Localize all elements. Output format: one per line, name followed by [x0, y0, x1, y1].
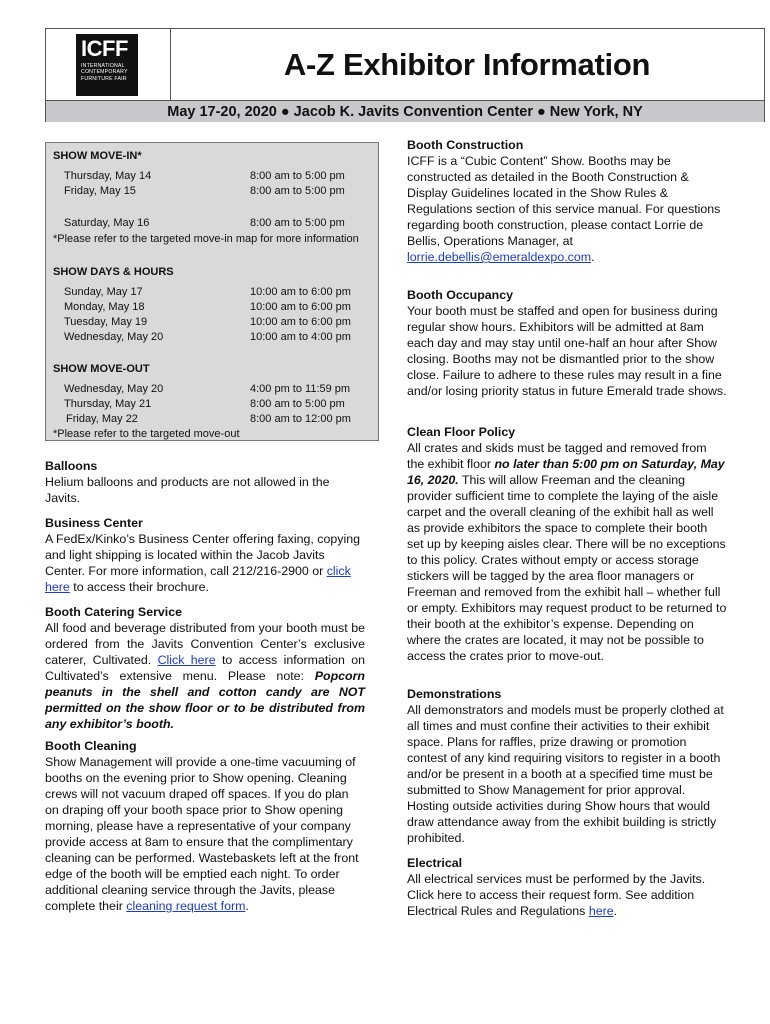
text-run: All electrical services must be performed by the Javits. Click here to access their request form. See addition Electrical Rules and Regulations [407, 872, 706, 918]
schedule-row [46, 398, 378, 413]
schedule-time: 4:00 pm to 11:59 pm [250, 383, 351, 395]
section-heading: Booth Catering Service [45, 605, 183, 619]
show-days-heading: SHOW DAYS & HOURS [53, 266, 174, 278]
section-heading: Demonstrations [407, 687, 502, 701]
logo-subtitle [81, 63, 128, 82]
schedule-box [45, 142, 379, 441]
schedule-row [46, 286, 378, 301]
schedule-time: 8:00 am to 5:00 pm [250, 170, 345, 182]
schedule-time: 8:00 am to 5:00 pm [250, 185, 345, 197]
brochure-link[interactable]: click here [45, 564, 351, 594]
balloons-section [45, 458, 365, 506]
logo-sub-line: INTERNATIONAL [81, 63, 125, 69]
text-run: to access their brochure. [69, 580, 209, 594]
section-text [407, 153, 727, 265]
clean-floor-section [407, 424, 727, 664]
schedule-time: 10:00 am to 6:00 pm [250, 301, 351, 313]
schedule-day: Wednesday, May 20 [64, 383, 164, 395]
schedule-time: 8:00 am to 12:00 pm [250, 413, 351, 425]
section-text [407, 871, 727, 919]
business-center-section [45, 515, 365, 595]
electrical-section [407, 855, 727, 919]
logo-cell [46, 29, 171, 100]
text-run: . [591, 250, 595, 264]
text-run: All food and beverage distributed from your booth must be ordered from the Javits Convention Center’s exclusive caterer, Cultivated. [45, 621, 365, 667]
section-heading: Booth Occupancy [407, 288, 514, 302]
schedule-time: 10:00 am to 6:00 pm [250, 286, 351, 298]
text-run: Show Management will provide a one-time vacuuming of booths on the evening prior to Show opening. Cleaning crews will not vacuum draped off spaces. If you do plan on draping off your booth space prior to Show opening morning, please have a representative of your company provide access at 8am to ensure that the complimentary cleaning can be performed. Wastebaskets left at the front edge of the booth will be emptied each night. To order additional cleaning service through the Javits, please complete their [45, 755, 359, 913]
section-text: Your booth must be staffed and open for business during regular show hours. Exhibitors will be admitted at 8am each day and may stay until one-half an hour after Show closing. Booths may not be dismantled prior to the show close. Failure to adhere to these rules may result in a fine and/or losing priority status in future Emerald trade shows. [407, 304, 727, 398]
cleaning-request-link[interactable]: cleaning request form [126, 899, 246, 913]
text-run: . [613, 904, 618, 918]
icff-logo [76, 34, 138, 96]
cleaning-section [45, 738, 365, 914]
section-text: All demonstrators and models must be properly clothed at all times and must confine their activities to their exhibit space. Plans for raffles, prize drawing or promotion contest of any kind requiring visitors to register in a booth and/or be present in a booth at a specified time must be submitted to Show Management for prior approval. Hosting outside activities during Show hours that would draw attendance away from the exhibit building is strictly prohibited. [407, 703, 724, 845]
email-link[interactable]: lorrie.debellis@emeraldexpo.com [407, 250, 592, 264]
page-title: A-Z Exhibitor Information [283, 46, 651, 82]
schedule-time: 8:00 am to 5:00 pm [250, 217, 345, 229]
demonstrations-section [407, 686, 727, 846]
section-text: Helium balloons and products are not allowed in the Javits. [45, 475, 330, 505]
schedule-time: 8:00 am to 5:00 pm [250, 398, 345, 410]
catering-section [45, 604, 365, 732]
text-run: ICFF is a “Cubic Content” Show. Booths may be constructed as detailed in the Booth Construction & Display Guidelines located in the Show Rules & Regulations section of this service manual. For questions regarding booth construction, please contact Lorrie de Bellis, Operations Manager, at [407, 154, 721, 248]
schedule-day: Saturday, May 16 [64, 217, 150, 229]
schedule-day: Friday, May 22 [66, 413, 138, 425]
section-heading: Electrical [407, 856, 463, 870]
schedule-day: Tuesday, May 19 [64, 316, 148, 328]
electrical-rules-link[interactable]: here [588, 904, 614, 918]
schedule-row [46, 217, 378, 232]
text-run: This will allow Freeman and the cleaning provider sufficient time to complete the laying of the aisle carpet and the overall cleaning of the exhibit hall as well as provide exhibitors the space to complete their booth set up by keeping aisles clear. There will be no exceptions to this policy. Crates without empty or access storage stickers will be tagged by the area floor managers or Freeman and removed from the exhibit hall – whether full or empty. Exhibitors may request product to be returned to their booth at the exhibitor’s expense. Depending on where the crates are located, it may not be possible to access the crates prior to move-out. [407, 473, 727, 663]
schedule-time: 10:00 am to 4:00 pm [250, 331, 351, 343]
logo-sub-line: FURNITURE FAIR [81, 75, 127, 82]
schedule-row [46, 301, 378, 316]
schedule-row [46, 170, 378, 185]
schedule-row [46, 331, 378, 346]
section-heading: Booth Construction [407, 138, 524, 152]
schedule-day: Thursday, May 14 [64, 170, 152, 182]
section-heading: Booth Cleaning [45, 739, 137, 753]
schedule-row [46, 413, 378, 428]
section-heading: Clean Floor Policy [407, 425, 516, 439]
occupancy-section [407, 287, 727, 399]
schedule-day: Sunday, May 17 [64, 286, 143, 298]
section-heading: Business Center [45, 516, 143, 530]
move-out-note: *Please refer to the targeted move-out [53, 428, 240, 440]
schedule-day: Friday, May 15 [64, 185, 136, 197]
document-header [45, 28, 765, 122]
text-run: to access information on Cultivated’s extensive menu. Please note: [45, 653, 365, 683]
schedule-time: 10:00 am to 6:00 pm [250, 316, 351, 328]
event-subtitle: May 17-20, 2020 ● Jacob K. Javits Convention Center ● New York, NY [46, 100, 764, 122]
move-in-heading: SHOW MOVE-IN* [53, 150, 142, 162]
section-text [45, 531, 365, 595]
text-run: . [245, 899, 249, 913]
logo-sub-line: CONTEMPORARY [81, 69, 128, 76]
text-run: All crates and skids must be tagged and removed from the exhibit floor [407, 441, 707, 471]
move-in-note: *Please refer to the targeted move-in map for more information [53, 233, 359, 245]
deadline-emphasis: no later than 5:00 pm on Saturday, May 16, 2020. [407, 457, 725, 487]
move-out-heading: SHOW MOVE-OUT [53, 363, 150, 375]
schedule-row [46, 185, 378, 200]
section-text [45, 754, 365, 914]
schedule-row [46, 316, 378, 331]
section-text [407, 440, 727, 664]
text-run: A FedEx/Kinko’s Business Center offering faxing, copying and light shipping is located within the Jacob Javits Center. For more information, call 212/216-2900 or [45, 532, 360, 578]
construction-section [407, 137, 727, 265]
logo-mark: ICFF [81, 36, 128, 61]
section-heading: Balloons [45, 459, 98, 473]
schedule-day: Monday, May 18 [64, 301, 145, 313]
catering-warning: Popcorn peanuts in the shell and cotton candy are NOT permitted on the show floor or to be distributed from any exhibitor’s booth. [45, 669, 365, 731]
section-text [45, 620, 365, 732]
catering-menu-link[interactable]: Click here [157, 653, 216, 667]
schedule-day: Wednesday, May 20 [64, 331, 164, 343]
schedule-day: Thursday, May 21 [64, 398, 152, 410]
schedule-row [46, 383, 378, 398]
